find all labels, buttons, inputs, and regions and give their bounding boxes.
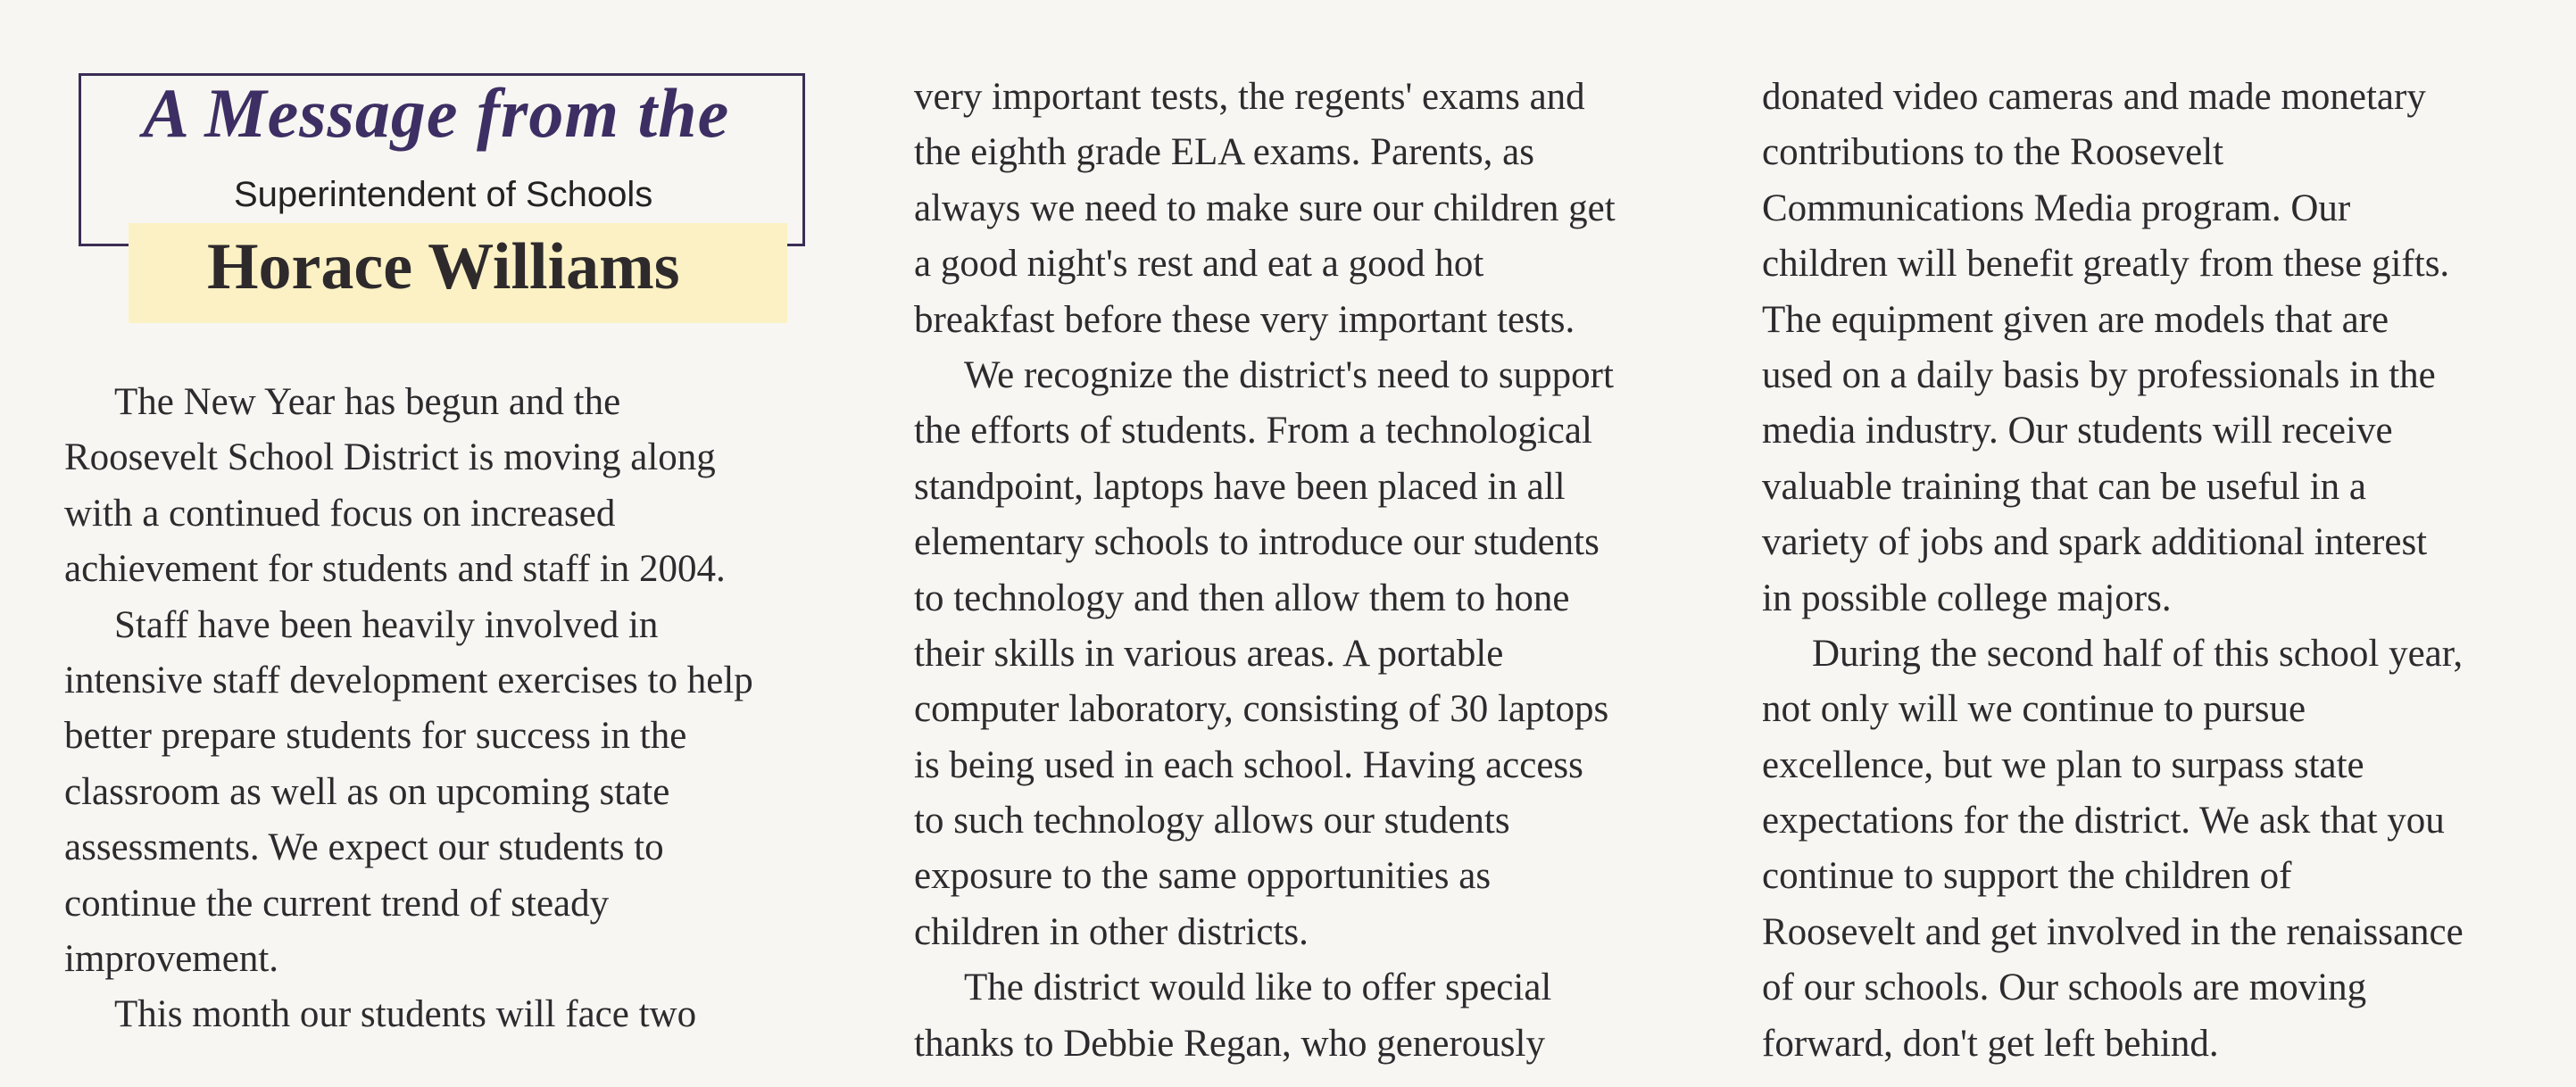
superintendent-name: Horace Williams — [207, 230, 680, 303]
text-line: of our schools. Our schools are moving — [1762, 967, 2367, 1009]
text-line: the efforts of students. From a technological — [914, 410, 1592, 452]
text-line: continue to support the children of — [1762, 855, 2292, 898]
text-line: This month our students will face two — [114, 993, 697, 1036]
text-line: contributions to the Roosevelt — [1762, 131, 2224, 174]
text-line: Communications Media program. Our — [1762, 187, 2351, 229]
text-line: to such technology allows our students — [914, 800, 1510, 842]
text-line: The New Year has begun and the — [114, 381, 621, 423]
text-line: not only will we continue to pursue — [1762, 688, 2306, 731]
text-line: donated video cameras and made monetary — [1762, 76, 2426, 118]
text-line: excellence, but we plan to surpass state — [1762, 743, 2364, 786]
text-line: the eighth grade ELA exams. Parents, as — [914, 131, 1534, 174]
text-line: elementary schools to introduce our students — [914, 521, 1600, 564]
article-column-1 — [64, 375, 850, 1043]
text-line: expectations for the district. We ask that you — [1762, 800, 2445, 842]
article-column-2 — [914, 70, 1708, 1072]
text-line: children will benefit greatly from these gifts. — [1762, 243, 2450, 286]
text-line: assessments. We expect our students to — [64, 826, 664, 869]
text-line: breakfast before these very important tests. — [914, 298, 1575, 341]
text-line: exposure to the same opportunities as — [914, 855, 1492, 898]
text-line: During the second half of this school year, — [1812, 632, 2464, 675]
text-line: standpoint, laptops have been placed in all — [914, 465, 1566, 508]
text-line: We recognize the district's need to support — [964, 353, 1614, 396]
text-line: very important tests, the regents' exams and — [914, 76, 1585, 118]
text-line: to technology and then allow them to hone — [914, 577, 1570, 619]
text-line: computer laboratory, consisting of 30 laptops — [914, 688, 1609, 731]
text-line: better prepare students for success in the — [64, 715, 687, 758]
text-line: improvement. — [64, 937, 279, 980]
header-title: A Message from the — [143, 74, 730, 152]
text-line: used on a daily basis by professionals in the — [1762, 353, 2436, 396]
text-line: forward, don't get left behind. — [1762, 1022, 2219, 1065]
text-line: media industry. Our students will receive — [1762, 410, 2393, 452]
text-line: a good night's rest and eat a good hot — [914, 243, 1484, 286]
text-line: The equipment given are models that are — [1762, 298, 2389, 341]
text-line: Staff have been heavily involved in — [114, 603, 659, 646]
text-line: with a continued focus on increased — [64, 492, 616, 535]
header-subtitle: Superintendent of Schools — [234, 175, 653, 214]
text-line: Roosevelt and get involved in the renaissance — [1762, 910, 2464, 953]
text-line: in possible college majors. — [1762, 577, 2172, 619]
text-line: achievement for students and staff in 2004. — [64, 548, 726, 591]
text-line: Roosevelt School District is moving along — [64, 436, 716, 479]
text-line: their skills in various areas. A portable — [914, 632, 1504, 675]
text-line: continue the current trend of steady — [64, 882, 610, 925]
text-line: variety of jobs and spark additional interest — [1762, 521, 2428, 564]
text-line: classroom as well as on upcoming state — [64, 770, 670, 813]
text-line: is being used in each school. Having access — [914, 743, 1583, 786]
article-column-3 — [1762, 70, 2547, 1072]
text-line: intensive staff development exercises to help — [64, 659, 753, 701]
text-line: always we need to make sure our children get — [914, 187, 1616, 229]
text-line: thanks to Debbie Regan, who generously — [914, 1022, 1545, 1065]
text-line: children in other districts. — [914, 910, 1309, 953]
text-line: valuable training that can be useful in a — [1762, 465, 2366, 508]
text-line: The district would like to offer special — [964, 967, 1552, 1009]
